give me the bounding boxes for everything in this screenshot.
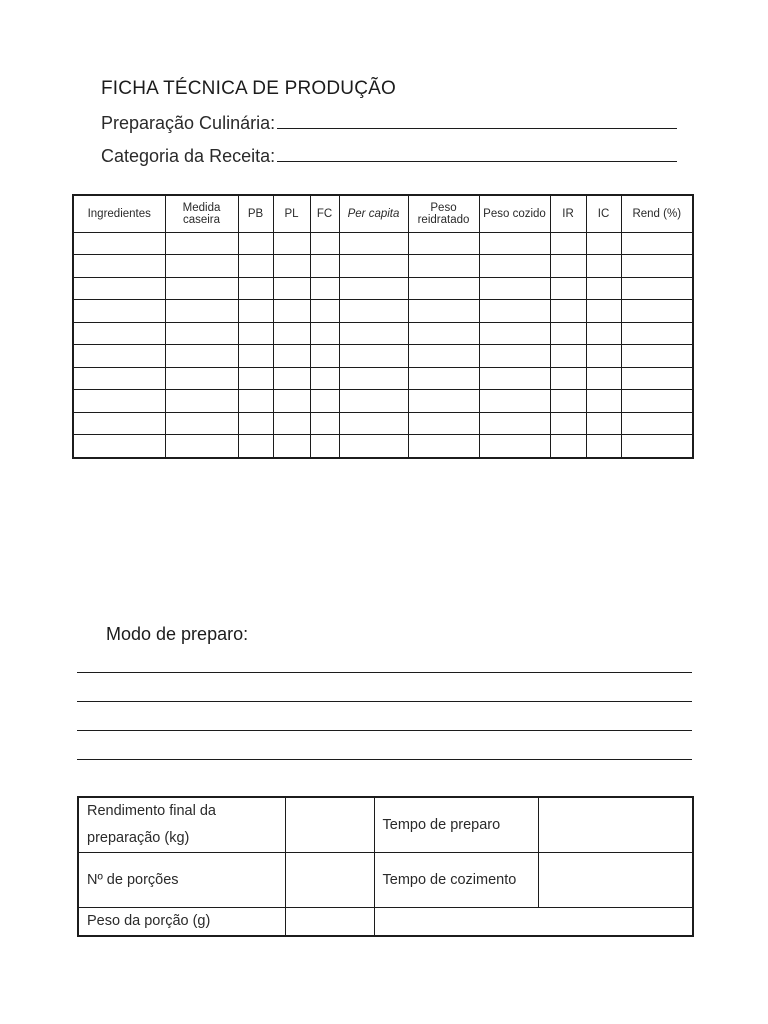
- porcoes-cell[interactable]: [285, 853, 374, 908]
- ingredients-row: [73, 435, 693, 458]
- preparacao-field: [101, 113, 677, 134]
- ingredients-cell[interactable]: [586, 300, 621, 322]
- ingredients-cell[interactable]: [73, 300, 165, 322]
- ingredients-cell[interactable]: [165, 412, 238, 434]
- ingredients-cell[interactable]: [310, 277, 339, 299]
- col-header: Peso cozido: [479, 195, 550, 233]
- tempo-preparo-cell[interactable]: [538, 797, 693, 853]
- ingredients-cell[interactable]: [310, 255, 339, 277]
- ingredients-cell[interactable]: [165, 367, 238, 389]
- ingredients-cell[interactable]: [550, 412, 586, 434]
- ingredients-cell[interactable]: [621, 277, 693, 299]
- ingredients-cell[interactable]: [586, 322, 621, 344]
- porcoes-label: Nº de porções: [78, 853, 285, 908]
- col-header: IR: [550, 195, 586, 233]
- summary-table: [77, 796, 694, 937]
- ingredients-cell[interactable]: [310, 300, 339, 322]
- ingredients-cell[interactable]: [586, 390, 621, 412]
- ingredients-cell[interactable]: [273, 435, 310, 458]
- ingredients-cell[interactable]: [339, 345, 408, 367]
- ingredients-cell[interactable]: [310, 367, 339, 389]
- ingredients-row: [73, 233, 693, 255]
- ingredients-cell[interactable]: [550, 345, 586, 367]
- ingredients-cell[interactable]: [621, 412, 693, 434]
- ingredients-cell[interactable]: [621, 233, 693, 255]
- ingredients-cell[interactable]: [479, 322, 550, 344]
- ingredients-row: [73, 277, 693, 299]
- peso-porcao-label: Peso da porção (g): [78, 908, 285, 937]
- ingredients-cell[interactable]: [165, 277, 238, 299]
- col-header: Peso reidratado: [408, 195, 479, 233]
- ingredients-cell[interactable]: [273, 255, 310, 277]
- ingredients-row: [73, 390, 693, 412]
- ingredients-cell[interactable]: [73, 255, 165, 277]
- ingredients-cell[interactable]: [479, 435, 550, 458]
- col-header: Rend (%): [621, 195, 693, 233]
- ingredients-row: [73, 322, 693, 344]
- ingredients-cell[interactable]: [310, 412, 339, 434]
- ingredients-cell[interactable]: [621, 435, 693, 458]
- page-title: FICHA TÉCNICA DE PRODUÇÃO: [101, 78, 396, 99]
- preparacao-input-line[interactable]: [277, 127, 677, 129]
- tempo-cozimento-cell[interactable]: [538, 853, 693, 908]
- ingredients-cell[interactable]: [621, 300, 693, 322]
- modo-preparo-line[interactable]: [77, 701, 692, 702]
- preparacao-label: Preparação Culinária:: [101, 113, 276, 133]
- ingredients-cell[interactable]: [238, 412, 273, 434]
- ingredients-cell[interactable]: [339, 277, 408, 299]
- ingredients-cell[interactable]: [165, 390, 238, 412]
- ingredients-cell[interactable]: [408, 322, 479, 344]
- ingredients-cell[interactable]: [339, 233, 408, 255]
- ingredients-row: [73, 255, 693, 277]
- ingredients-cell[interactable]: [310, 390, 339, 412]
- ingredients-cell[interactable]: [73, 322, 165, 344]
- ingredients-cell[interactable]: [621, 390, 693, 412]
- ingredients-cell[interactable]: [408, 390, 479, 412]
- ingredients-cell[interactable]: [238, 322, 273, 344]
- ingredients-cell[interactable]: [73, 435, 165, 458]
- ingredients-cell[interactable]: [73, 367, 165, 389]
- ingredients-cell[interactable]: [550, 255, 586, 277]
- categoria-input-line[interactable]: [277, 160, 677, 162]
- ingredients-cell[interactable]: [238, 367, 273, 389]
- ingredients-cell[interactable]: [73, 277, 165, 299]
- ingredients-cell[interactable]: [479, 233, 550, 255]
- categoria-field: [101, 146, 677, 167]
- ingredients-cell[interactable]: [73, 390, 165, 412]
- modo-preparo-line[interactable]: [77, 730, 692, 731]
- tempo-cozimento-label: Tempo de cozimento: [374, 853, 538, 908]
- ingredients-header-row: [73, 195, 693, 233]
- ingredients-cell[interactable]: [408, 255, 479, 277]
- ingredients-cell[interactable]: [339, 390, 408, 412]
- ingredients-cell[interactable]: [586, 255, 621, 277]
- ingredients-cell[interactable]: [408, 233, 479, 255]
- ingredients-cell[interactable]: [273, 345, 310, 367]
- modo-preparo-line[interactable]: [77, 672, 692, 673]
- ingredients-row: [73, 367, 693, 389]
- ingredients-cell[interactable]: [273, 277, 310, 299]
- ingredients-cell[interactable]: [238, 277, 273, 299]
- ingredients-cell[interactable]: [550, 300, 586, 322]
- ingredients-cell[interactable]: [550, 390, 586, 412]
- ingredients-cell[interactable]: [550, 233, 586, 255]
- ingredients-cell[interactable]: [408, 345, 479, 367]
- ingredients-cell[interactable]: [339, 300, 408, 322]
- ingredients-cell[interactable]: [586, 435, 621, 458]
- ingredients-cell[interactable]: [238, 233, 273, 255]
- ingredients-cell[interactable]: [621, 367, 693, 389]
- ingredients-cell[interactable]: [73, 233, 165, 255]
- ingredients-cell[interactable]: [238, 300, 273, 322]
- ingredients-cell[interactable]: [479, 277, 550, 299]
- ingredients-cell[interactable]: [408, 367, 479, 389]
- ingredients-cell[interactable]: [165, 435, 238, 458]
- ingredients-cell[interactable]: [238, 345, 273, 367]
- ingredients-cell[interactable]: [273, 367, 310, 389]
- ingredients-cell[interactable]: [165, 255, 238, 277]
- col-header: Per capita: [339, 195, 408, 233]
- peso-porcao-cell[interactable]: [285, 908, 374, 937]
- ingredients-cell[interactable]: [621, 322, 693, 344]
- rendimento-cell[interactable]: [285, 797, 374, 853]
- ingredients-cell[interactable]: [621, 345, 693, 367]
- ingredients-row: [73, 412, 693, 434]
- ingredients-cell[interactable]: [479, 390, 550, 412]
- categoria-label: Categoria da Receita:: [101, 146, 276, 166]
- ingredients-cell[interactable]: [165, 233, 238, 255]
- ingredients-cell[interactable]: [273, 412, 310, 434]
- tempo-preparo-label: Tempo de preparo: [374, 797, 538, 853]
- ingredients-cell[interactable]: [479, 345, 550, 367]
- ingredients-cell[interactable]: [238, 390, 273, 412]
- rendimento-label: Rendimento final da preparação (kg): [78, 797, 285, 853]
- ingredients-cell[interactable]: [273, 390, 310, 412]
- ingredients-cell[interactable]: [408, 412, 479, 434]
- ingredients-cell[interactable]: [73, 345, 165, 367]
- col-header: PB: [238, 195, 273, 233]
- ingredients-cell[interactable]: [165, 345, 238, 367]
- ingredients-cell[interactable]: [273, 233, 310, 255]
- ingredients-row: [73, 345, 693, 367]
- ingredients-cell[interactable]: [339, 412, 408, 434]
- ingredients-cell[interactable]: [550, 367, 586, 389]
- peso-porcao-extra-cell[interactable]: [374, 908, 693, 937]
- col-header: Medida caseira: [165, 195, 238, 233]
- ingredients-cell[interactable]: [586, 277, 621, 299]
- ingredients-cell[interactable]: [408, 277, 479, 299]
- ingredients-cell[interactable]: [73, 412, 165, 434]
- ingredients-cell[interactable]: [586, 233, 621, 255]
- ingredients-cell[interactable]: [479, 412, 550, 434]
- modo-preparo-label: Modo de preparo:: [106, 624, 249, 644]
- col-header: Ingredientes: [73, 195, 165, 233]
- ingredients-cell[interactable]: [310, 435, 339, 458]
- col-header: PL: [273, 195, 310, 233]
- ingredients-cell[interactable]: [165, 300, 238, 322]
- ingredients-cell[interactable]: [238, 435, 273, 458]
- ingredients-cell[interactable]: [479, 255, 550, 277]
- ingredients-cell[interactable]: [339, 255, 408, 277]
- ingredients-cell[interactable]: [621, 255, 693, 277]
- ingredients-cell[interactable]: [586, 367, 621, 389]
- ingredients-cell[interactable]: [479, 300, 550, 322]
- ingredients-row: [73, 300, 693, 322]
- ingredients-cell[interactable]: [479, 367, 550, 389]
- ingredients-cell[interactable]: [273, 300, 310, 322]
- ingredients-cell[interactable]: [273, 322, 310, 344]
- ingredients-table: [72, 194, 694, 459]
- ingredients-cell[interactable]: [550, 277, 586, 299]
- ingredients-cell[interactable]: [310, 233, 339, 255]
- col-header: IC: [586, 195, 621, 233]
- ingredients-cell[interactable]: [586, 412, 621, 434]
- modo-preparo-line[interactable]: [77, 759, 692, 760]
- ingredients-cell[interactable]: [310, 322, 339, 344]
- ingredients-cell[interactable]: [339, 435, 408, 458]
- ingredients-cell[interactable]: [339, 322, 408, 344]
- ingredients-cell[interactable]: [310, 345, 339, 367]
- ingredients-cell[interactable]: [586, 345, 621, 367]
- ingredients-cell[interactable]: [165, 322, 238, 344]
- ingredients-cell[interactable]: [408, 435, 479, 458]
- ingredients-cell[interactable]: [238, 255, 273, 277]
- ingredients-cell[interactable]: [550, 322, 586, 344]
- ingredients-cell[interactable]: [408, 300, 479, 322]
- ingredients-cell[interactable]: [550, 435, 586, 458]
- col-header: FC: [310, 195, 339, 233]
- ingredients-cell[interactable]: [339, 367, 408, 389]
